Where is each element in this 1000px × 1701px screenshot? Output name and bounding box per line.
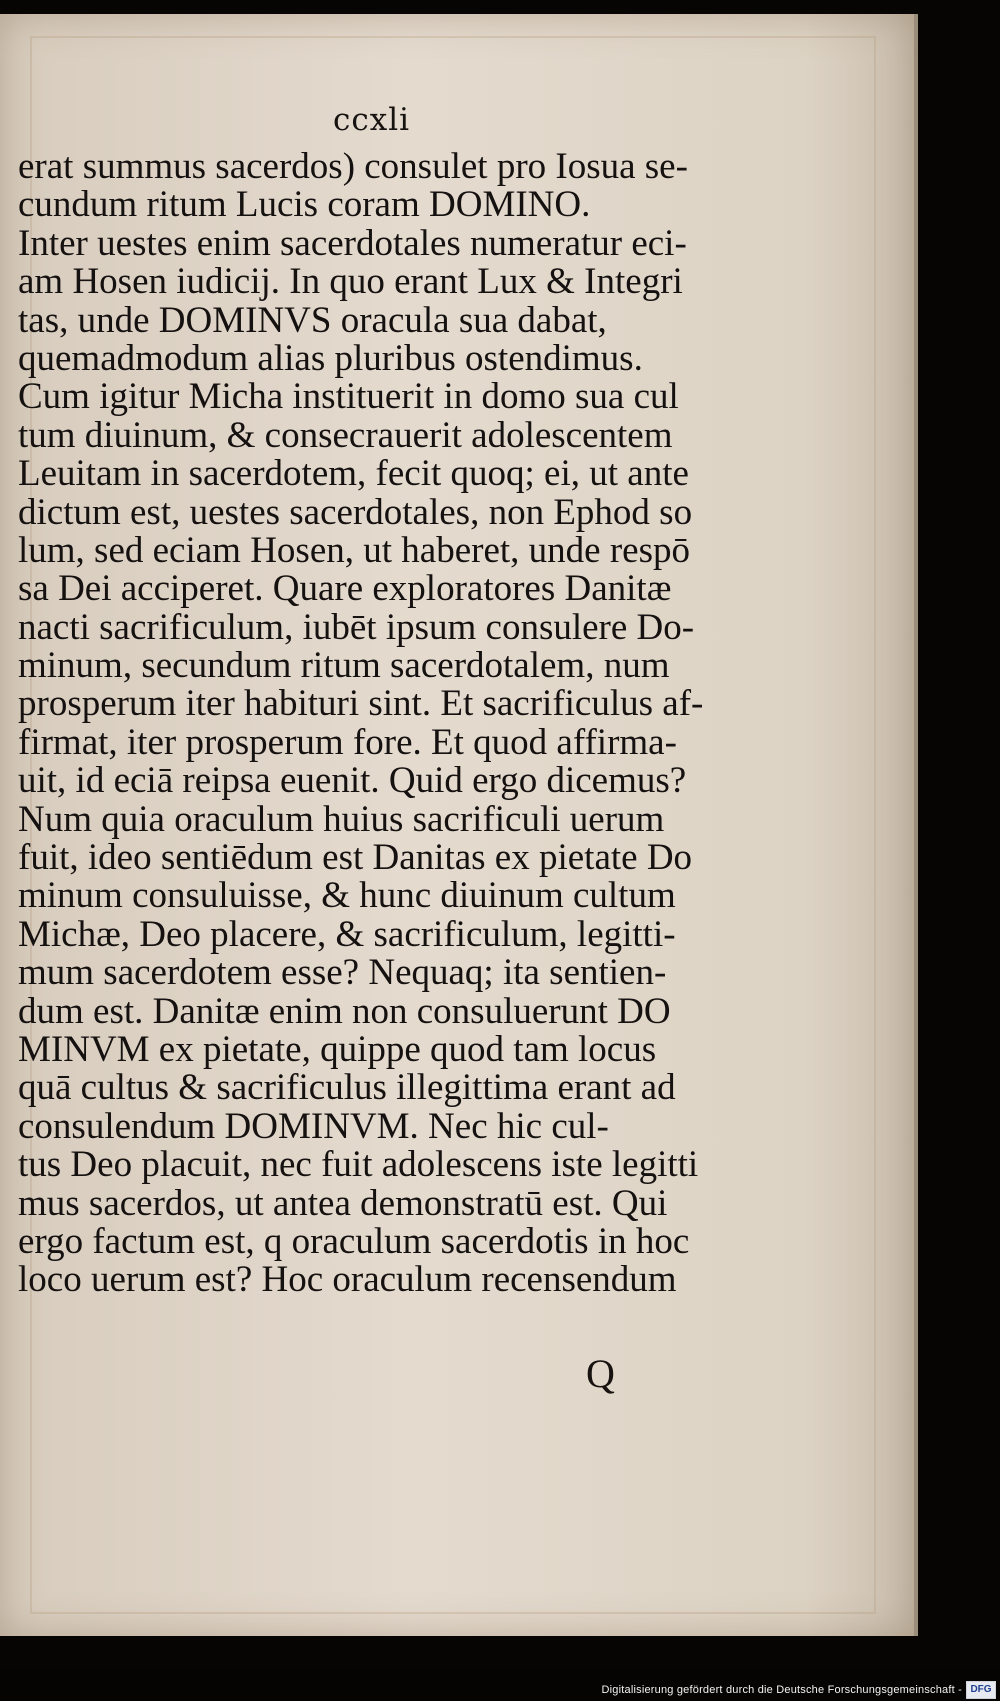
text-line-12: sa Dei acciperet. Quare exploratores Danitæ — [18, 568, 672, 610]
text-line-24: MINVM ex pietate, quippe quod tam locus — [18, 1028, 657, 1070]
text-line-8: tum diuinum, & consecrauerit adolescentem — [18, 414, 673, 456]
folio-number: ccxli — [333, 102, 411, 138]
text-line-28: mus sacerdos, ut antea demonstratū est. Qui — [18, 1182, 668, 1224]
dfg-logo-badge: DFG — [966, 1681, 996, 1699]
text-line-7: Cum igitur Micha instituerit in domo sua cul — [18, 376, 679, 418]
text-line-23: dum est. Danitæ enim non consuluerunt DO — [18, 990, 671, 1032]
text-line-2: cundum ritum Lucis coram DOMINO. — [18, 184, 591, 226]
text-line-16: firmat, iter prosperum fore. Et quod affirma- — [18, 721, 677, 763]
text-line-29: ergo factum est, q oraculum sacerdotis in hoc — [18, 1220, 690, 1262]
text-line-22: mum sacerdotem esse? Nequaq; ita sentien- — [18, 952, 667, 994]
book-page — [0, 14, 918, 1636]
text-line-1: erat summus sacerdos) consulet pro Iosua se- — [18, 146, 688, 187]
text-line-25: quā cultus & sacrificulus illegittima erant ad — [18, 1067, 676, 1109]
text-line-4: am Hosen iudicij. In quo erant Lux & Integri — [18, 261, 683, 303]
text-line-6: quemadmodum alias pluribus ostendimus. — [18, 337, 643, 379]
text-line-11: lum, sed eciam Hosen, ut haberet, unde respō — [18, 529, 690, 571]
body-text — [18, 148, 738, 1300]
text-line-17: uit, id eciā reipsa euenit. Quid ergo dicemus? — [18, 760, 687, 802]
text-line-18: Num quia oraculum huius sacrificuli uerum — [18, 798, 665, 840]
text-line-20: minum consuluisse, & hunc diuinum cultum — [18, 875, 676, 917]
catchword: Q — [586, 1351, 615, 1396]
text-line-26: consulendum DOMINVM. Nec hic cul- — [18, 1105, 609, 1147]
text-line-21: Michæ, Deo placere, & sacrificulum, legitti- — [18, 913, 676, 955]
text-line-10: dictum est, uestes sacerdotales, non Ephod so — [18, 491, 693, 533]
text-line-30: loco uerum est? Hoc oraculum recensendum — [18, 1259, 677, 1301]
text-line-13: nacti sacrificulum, iubēt ipsum consulere Do- — [18, 606, 695, 648]
text-line-14: minum, secundum ritum sacerdotalem, num — [18, 645, 670, 687]
digitization-credit: Digitalisierung gefördert durch die Deutsche Forschungsgemeinschaft - — [601, 1684, 962, 1696]
text-line-19: fuit, ideo sentiēdum est Danitas ex pietate Do — [18, 837, 693, 879]
text-line-15: prosperum iter habituri sint. Et sacrificulus af- — [18, 683, 704, 725]
text-line-3: Inter uestes enim sacerdotales numeratur eci- — [18, 222, 687, 264]
text-line-9: Leuitam in sacerdotem, fecit quoq; ei, ut ante — [18, 453, 689, 495]
text-line-5: tas, unde DOMINVS oracula sua dabat, — [18, 299, 607, 341]
text-line-27: tus Deo placuit, nec fuit adolescens iste legitti — [18, 1144, 699, 1186]
